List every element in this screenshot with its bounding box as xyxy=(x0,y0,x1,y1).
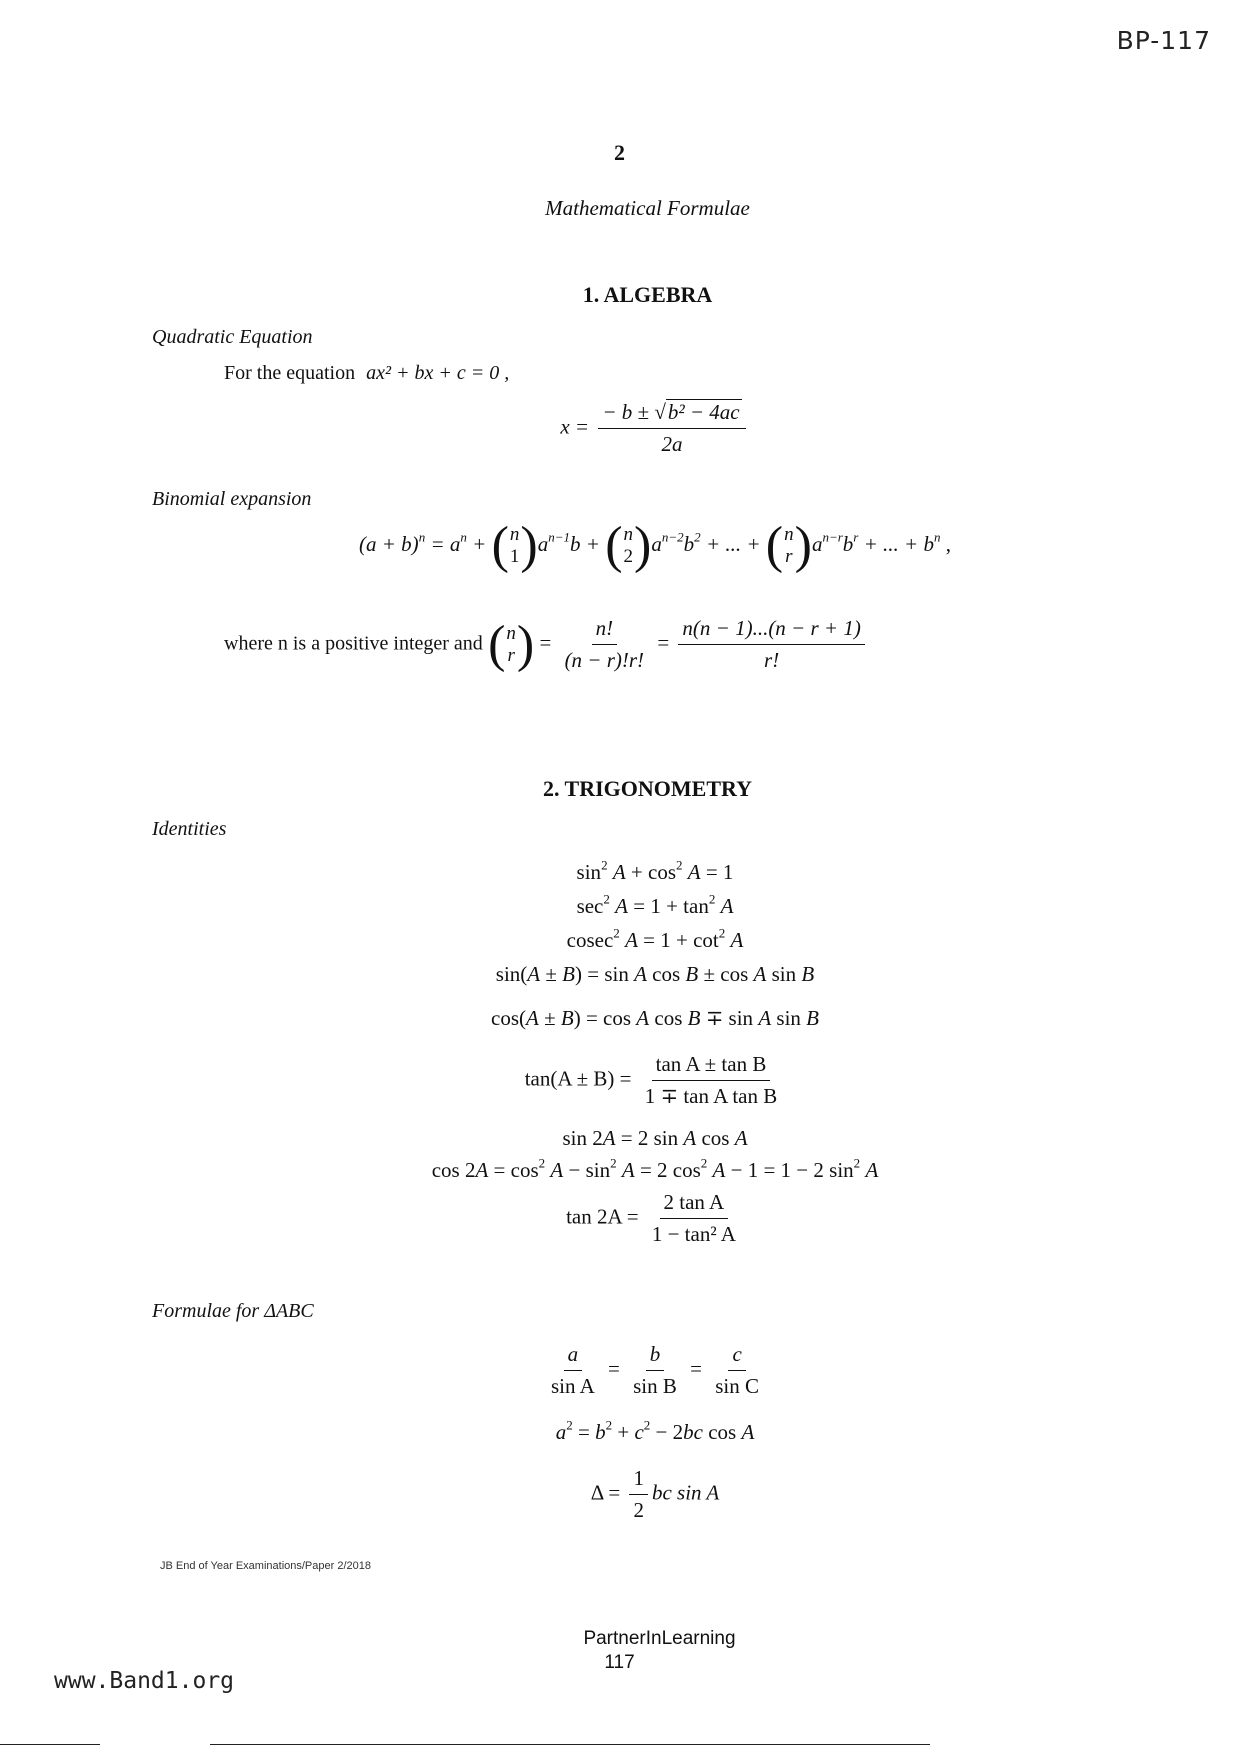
quadratic-radicand: b² − 4ac xyxy=(667,400,740,424)
document-code: BP-117 xyxy=(1116,26,1211,55)
bottom-edge-line-left xyxy=(0,1744,100,1745)
footer-page-number: 117 xyxy=(604,1652,635,1673)
identity-cos-double: $\cos 2A = \cos^2 A - \sin^2 A = 2$ $\cos^2 A - 1 = 1 - 2$ $\sin^2 A$ xyxy=(431,1155,879,1182)
area-lhs: Δ = xyxy=(590,1480,621,1505)
identity-tan-double xyxy=(0,1190,1239,1247)
quadratic-formula xyxy=(0,400,1239,457)
area-rest: bc sin A xyxy=(651,1480,720,1505)
binomial-expansion-formula: $(a + b)^n = a^n$ + ( n 1 ) $a^{n-1}b$ + ( n 2 ) $a^{n-2}b^2$ + ... + ( n r ) $a^{n-r}b^r$ + ... + $b^n$ , xyxy=(359,517,951,574)
tan2-lhs: tan 2A = xyxy=(566,1204,639,1229)
website-link[interactable]: www.Band1.org xyxy=(54,1668,235,1694)
binom-n-1: ( n 1 ) xyxy=(491,517,538,574)
sine-rule-a: $\frac{a}{\text{sin A}}$ xyxy=(551,1342,595,1398)
binom-n-2: ( n 2 ) xyxy=(605,517,652,574)
quadratic-heading: Quadratic Equation xyxy=(152,326,313,348)
bottom-edge-line-right xyxy=(210,1744,930,1745)
quadratic-lhs: x = xyxy=(560,414,590,439)
sqrt-sign: √ xyxy=(654,400,666,424)
quadratic-intro-text: For the equation xyxy=(224,362,356,384)
quadratic-denominator: 2a xyxy=(661,432,683,456)
tan2-numerator: 2 tan A xyxy=(660,1190,729,1219)
quadratic-intro xyxy=(224,362,509,385)
sine-rule-c: $\frac{c}{\text{sin C}}$ xyxy=(715,1342,759,1398)
tan2-fraction xyxy=(648,1190,740,1247)
sine-rule-b: $\frac{b}{\text{sin B}}$ xyxy=(633,1342,677,1398)
product-numerator: n(n − 1)...(n − r + 1) xyxy=(682,616,861,640)
triangle-heading: Formulae for ΔABC xyxy=(152,1300,314,1322)
tan-sum-lhs: tan(A ± B) = xyxy=(524,1066,632,1091)
identity-cos-sum: cos(A ± B) = cos A cos B ∓ sin A sin B xyxy=(491,1006,819,1030)
page-number: 2 xyxy=(614,140,625,165)
tan-sum-fraction xyxy=(641,1052,782,1109)
identity-pythagorean: $\sin^2 A + \cos^2 A = 1$ xyxy=(576,857,734,884)
identity-cosec: cosec$^2$ $A = 1 + \cot^2 A$ xyxy=(566,925,744,952)
section-title-trigonometry: 2. TRIGONOMETRY xyxy=(542,776,753,801)
brand-name: PartnerInLearning xyxy=(583,1628,736,1649)
identities-heading: Identities xyxy=(152,818,227,840)
binom-n-r-def: ( n r ) xyxy=(488,615,535,673)
binomial-heading: Binomial expansion xyxy=(152,488,312,510)
identity-sin-double: sin 2A = 2 sin A cos A xyxy=(562,1126,748,1150)
tan-sum-denominator: 1 ∓ tan A tan B xyxy=(644,1084,778,1108)
quadratic-num-prefix: − b ± xyxy=(602,400,650,424)
factorial-fraction xyxy=(561,616,649,673)
quadratic-numerator xyxy=(598,400,745,429)
tan2-denominator: 1 − tan² A xyxy=(651,1222,736,1246)
factorial-numerator: n! xyxy=(595,616,614,640)
identity-sin-sum: sin(A ± B) = sin A cos B ± cos A sin B xyxy=(495,962,815,986)
factorial-denominator: (n − r)!r! xyxy=(564,648,645,672)
product-fraction xyxy=(678,616,864,673)
binomial-coefficient-definition: where n is a positive integer and ( n r ) = $\frac{n!}{(n - r)!r!}$ = $\frac{n(n - 1)...(n - r + 1)}{r!}$ xyxy=(224,616,869,673)
page-subtitle: Mathematical Formulae xyxy=(545,196,750,220)
identity-tan-sum xyxy=(0,1052,1239,1109)
section-title-algebra: 1. ALGEBRA xyxy=(582,282,713,307)
binom-n-r: ( n r ) xyxy=(765,517,812,574)
binomial-where-text: where n is a positive integer and xyxy=(224,632,483,655)
cosine-rule: $a^2 = b^2 + c^2 - 2bc$ cos A xyxy=(555,1417,755,1444)
triangle-area xyxy=(0,1466,1239,1523)
sine-rule: $\frac{a}{\text{sin A}}$ = $\frac{b}{\text{sin B}}$ = $\frac{c}{\text{sin C}}$ xyxy=(0,1342,1239,1399)
identity-sec: $\sec^2 A = 1 + \tan^2 A$ xyxy=(576,891,734,918)
quadratic-fraction xyxy=(598,400,745,457)
tan-sum-numerator: tan A ± tan B xyxy=(652,1052,771,1081)
area-fraction: $\frac{1}{2}$ xyxy=(629,1466,648,1523)
product-denominator: r! xyxy=(764,648,780,672)
quadratic-equation: ax² + bx + c = 0 , xyxy=(366,362,510,384)
exam-footer-note: JB End of Year Examinations/Paper 2/2018 xyxy=(160,1560,371,1572)
